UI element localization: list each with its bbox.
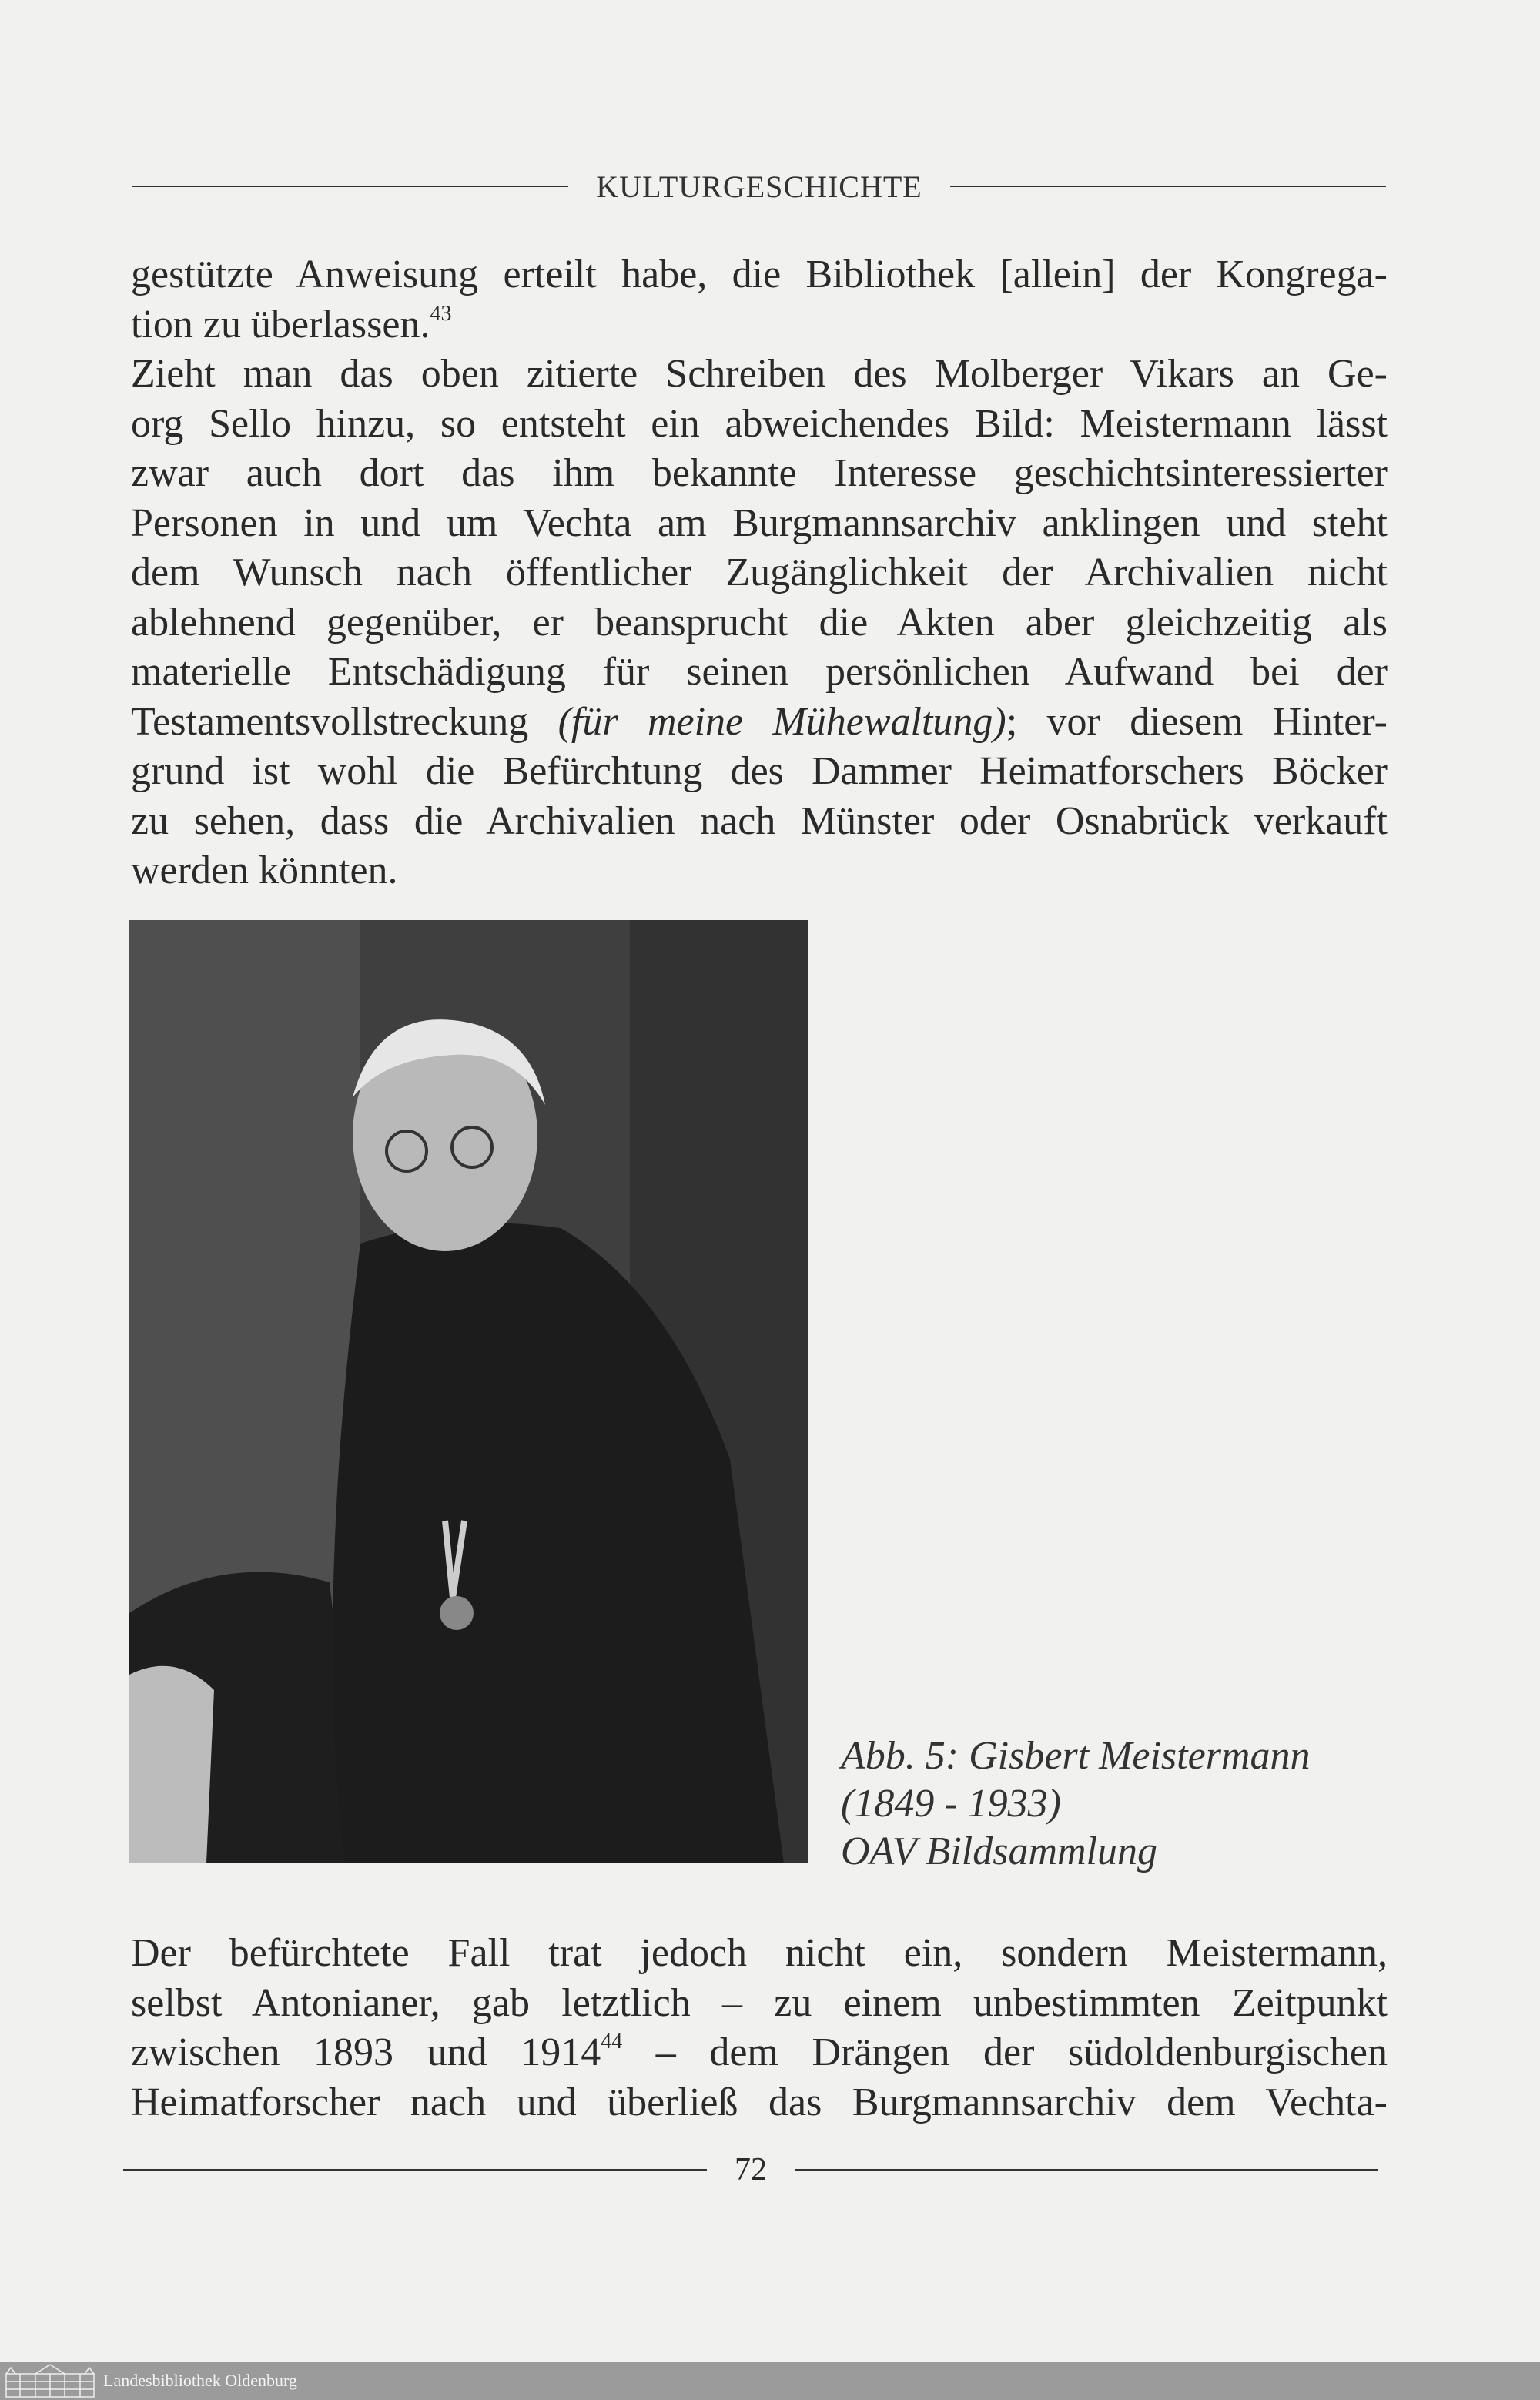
portrait-photo [129,920,808,1863]
text-line: materielle Entschädigung für seinen persönlichen Aufwand bei der [131,650,1388,694]
text-line [131,2028,1388,2078]
running-header [132,163,1386,209]
text-span: tion zu überlassen. [131,302,430,346]
footer-rule-left [123,2169,707,2171]
text-line: Personen in und um Vechta am Burgmannsarchiv anklingen und steht [131,500,1388,545]
text-line: selbst Antonianer, gab letztlich – zu einem unbestimmten Zeitpunkt [131,1980,1388,2025]
caption-dates: (1849 - 1933) [841,1782,1061,1826]
page-number: 72 [735,2152,767,2187]
text-line: Heimatforscher nach und überließ das Burgmannsarchiv dem Vechta- [131,2080,1388,2124]
library-building-icon [5,2363,95,2398]
text-line [131,300,1388,350]
portrait-image [129,920,808,1863]
text-span: ; vor diesem Hinter- [1006,699,1388,744]
library-bar [0,2362,1540,2400]
text-line: gestützte Anweisung erteilt habe, die Bibliothek [allein] der Kongrega- [131,253,1388,296]
text-line: zwar auch dort das ihm bekannte Interesse geschichtsinteressierter [131,451,1388,495]
text-line [131,698,1388,748]
library-name: Landesbibliothek Oldenburg [103,2371,297,2390]
header-rule-left [132,186,568,187]
text-line: werden könnten. [131,849,398,892]
caption-source: OAV Bildsammlung [841,1829,1157,1873]
footnote-ref-43[interactable]: 43 [430,301,452,326]
text-line: Der befürchtete Fall trat jedoch nicht ein, sondern Meistermann, [131,1931,1388,1975]
footnote-ref-44[interactable]: 44 [601,2030,623,2054]
page-footer [123,2148,1378,2191]
footer-rule-right [795,2169,1378,2171]
header-rule-right [950,186,1386,187]
italic-quote: (für meine Mühewaltung) [557,699,1006,744]
text-line: grund ist wohl die Befürchtung des Dammer Heimatforschers Böcker [131,749,1388,793]
text-line: ablehnend gegenüber, er beansprucht die Akten aber gleichzeitig als [131,600,1388,644]
paragraph-2 [131,1929,1388,2127]
text-span: zwischen 1893 und 1914 [131,2030,601,2074]
text-span: Testamentsvollstreckung [131,699,558,744]
caption-title: Abb. 5: Gisbert Meistermann [841,1734,1311,1778]
text-line: dem Wunsch nach öffentlicher Zugänglichkeit der Archivalien nicht [131,551,1388,594]
text-line: org Sello hinzu, so entsteht ein abweichendes Bild: Meistermann lässt [131,401,1388,446]
figure-caption [841,1732,1310,1876]
header-title: KULTURGESCHICHTE [596,169,922,204]
text-line: zu sehen, dass die Archivalien nach Münster oder Osnabrück verkauft [131,798,1388,843]
paragraph-1 [131,250,1388,896]
text-span: – dem Drängen der südoldenburgischen [622,2030,1388,2074]
text-line: Zieht man das oben zitierte Schreiben des Molberger Vikars an Ge- [131,352,1388,396]
